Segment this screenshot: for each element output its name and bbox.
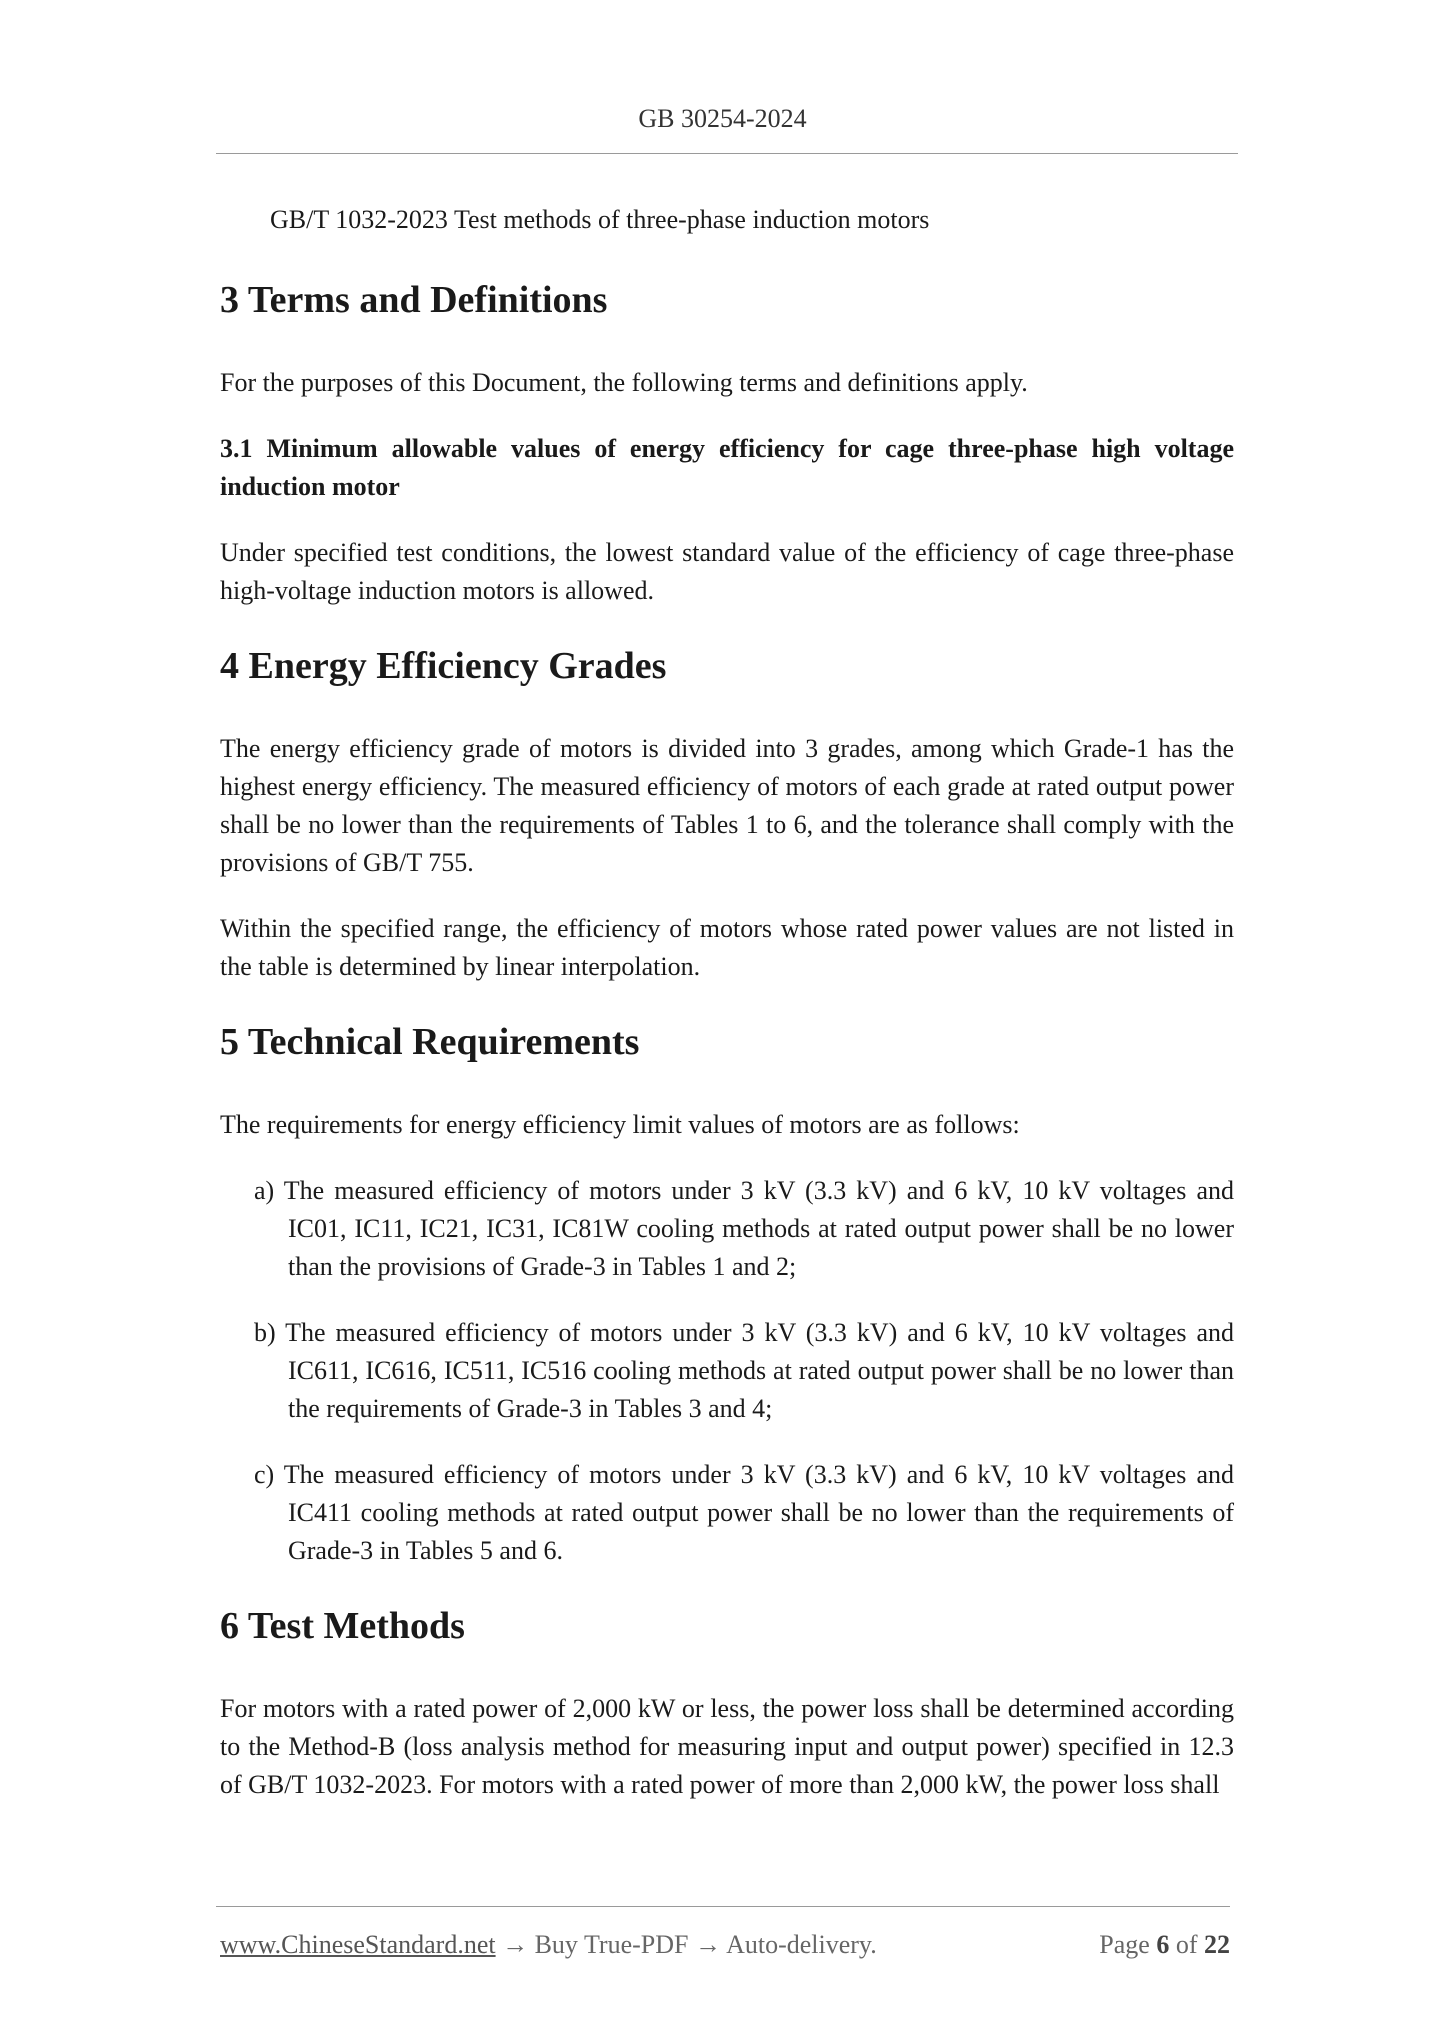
section-4-heading: 4 Energy Efficiency Grades — [220, 645, 667, 687]
requirement-item-c: c) The measured efficiency of motors under 3 kV (3.3 kV) and 6 kV, 10 kV voltages and IC411 cooling methods at rated output power shall be no lower than the requirements of Grade-3 in Tables 5 and 6. — [254, 1460, 1234, 1565]
of-label: of — [1175, 1930, 1198, 1959]
section-5-intro: The requirements for energy efficiency limit values of motors are as follows: — [220, 1110, 1020, 1139]
page-counter — [1099, 1930, 1230, 1960]
buy-true-pdf-text: Buy True-PDF — [534, 1930, 689, 1959]
section-4-paragraph-1: The energy efficiency grade of motors is divided into 3 grades, among which Grade-1 has the highest energy efficiency. The measured efficiency of motors of each grade at rated output power shall be no lower than the requirements of Tables 1 to 6, and the tolerance shall comply with the provisions of GB/T 755. — [220, 734, 1234, 877]
arrow-right-icon: → — [502, 1930, 529, 1959]
arrow-right-icon: → — [695, 1930, 721, 1959]
term-3-1-title: 3.1 Minimum allowable values of energy efficiency for cage three-phase high voltage induction motor — [220, 434, 1234, 501]
footer-left — [220, 1930, 877, 1960]
footer-divider — [216, 1906, 1230, 1907]
header-divider — [216, 153, 1238, 154]
requirement-item-a: a) The measured efficiency of motors under 3 kV (3.3 kV) and 6 kV, 10 kV voltages and IC01, IC11, IC21, IC31, IC81W cooling methods at rated output power shall be no lower than the provisions of Grade-3 in Tables 1 and 2; — [254, 1176, 1234, 1281]
auto-delivery-text: Auto-delivery. — [726, 1930, 877, 1959]
section-3-heading: 3 Terms and Definitions — [220, 279, 608, 321]
document-body — [220, 196, 1234, 1832]
page-label: Page — [1099, 1930, 1150, 1959]
section-6-heading: 6 Test Methods — [220, 1605, 465, 1647]
website-link[interactable]: www.ChineseStandard.net — [220, 1930, 496, 1959]
section-3-intro: For the purposes of this Document, the following terms and definitions apply. — [220, 368, 1028, 397]
page-header-title: GB 30254-2024 — [638, 104, 807, 133]
total-pages-number: 22 — [1204, 1930, 1230, 1959]
section-6-paragraph-1: For motors with a rated power of 2,000 kW or less, the power loss shall be determined according to the Method-B (loss analysis method for measuring input and output power) specified in 12.3 of GB/T 1032-2023. For motors with a rated power of more than 2,000 kW, the power loss shall — [220, 1694, 1234, 1799]
section-4-paragraph-2: Within the specified range, the efficiency of motors whose rated power values are not listed in the table is determined by linear interpolation. — [220, 914, 1234, 981]
requirement-item-b: b) The measured efficiency of motors under 3 kV (3.3 kV) and 6 kV, 10 kV voltages and IC611, IC616, IC511, IC516 cooling methods at rated output power shall be no lower than the requirements of Grade-3 in Tables 3 and 4; — [254, 1318, 1234, 1423]
normative-reference: GB/T 1032-2023 Test methods of three-phase induction motors — [270, 205, 930, 234]
section-5-heading: 5 Technical Requirements — [220, 1021, 640, 1063]
current-page-number: 6 — [1156, 1930, 1170, 1959]
term-3-1-definition: Under specified test conditions, the lowest standard value of the efficiency of cage three-phase high-voltage induction motors is allowed. — [220, 538, 1234, 605]
